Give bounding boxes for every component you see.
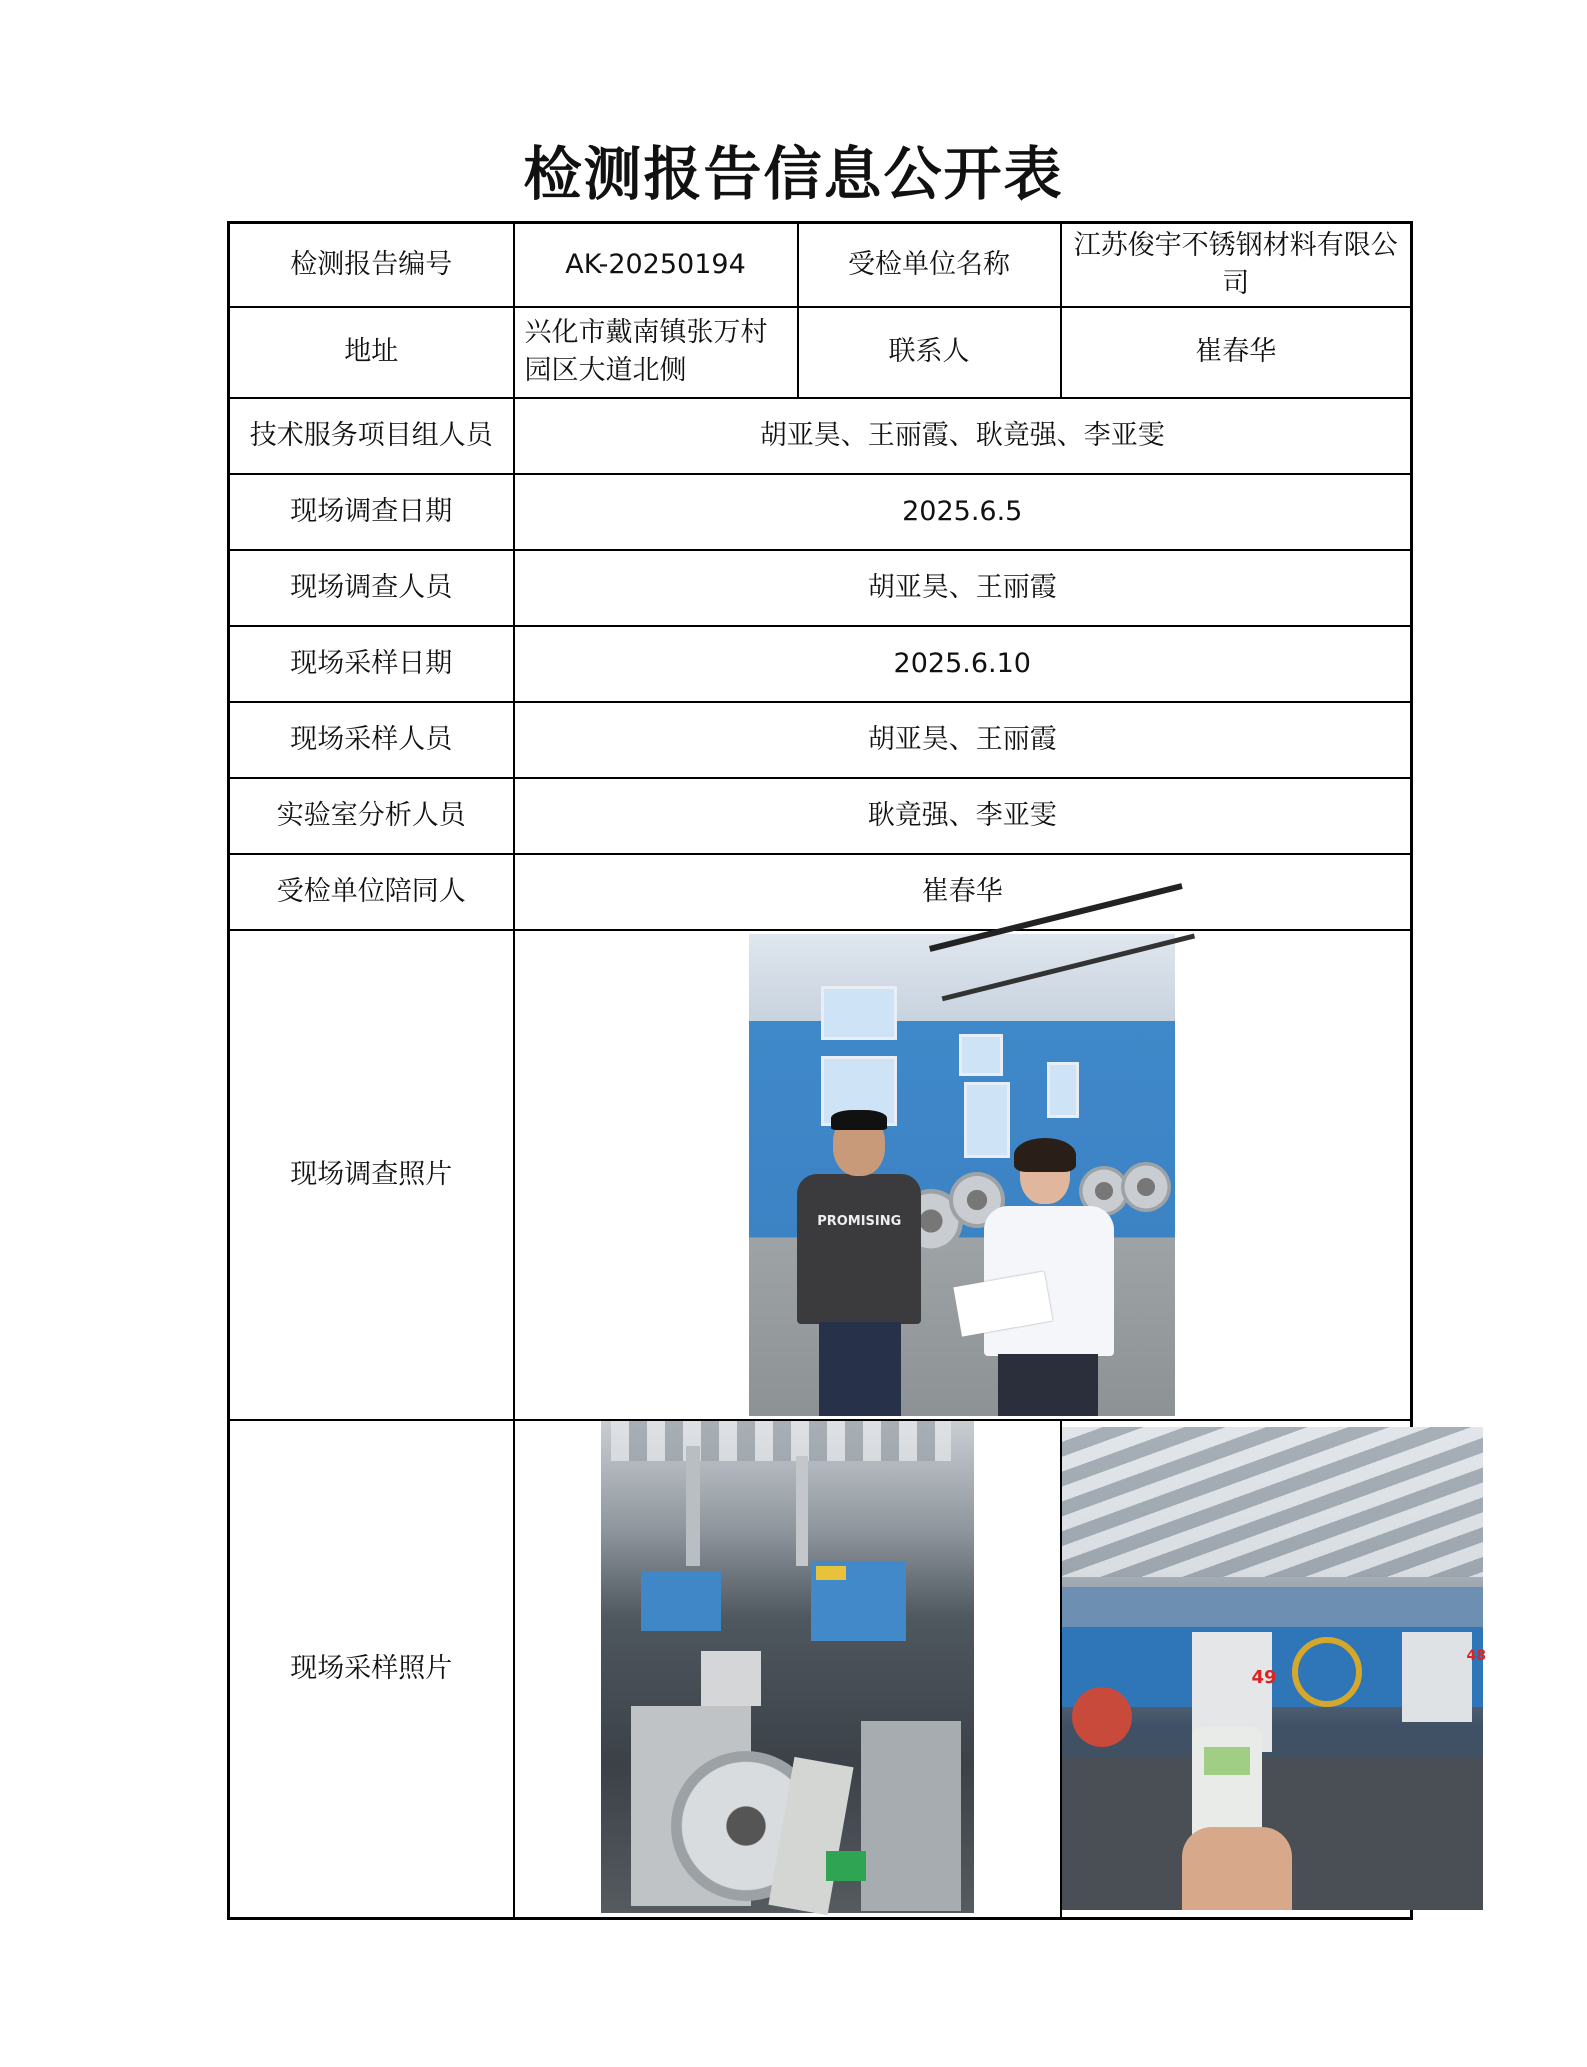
address-value: 兴化市戴南镇张万村园区大道北侧	[514, 307, 798, 398]
survey-staff-value: 胡亚昊、王丽霞	[514, 550, 1412, 626]
sampling-staff-value: 胡亚昊、王丽霞	[514, 702, 1412, 778]
page-title: 检测报告信息公开表	[523, 140, 1064, 208]
blue-machine	[641, 1571, 721, 1631]
contact-label: 联系人	[798, 307, 1061, 398]
table-row	[229, 702, 1412, 778]
table-row	[229, 223, 1412, 307]
table-row	[229, 778, 1412, 854]
sampling-date-value: 2025.6.10	[514, 626, 1412, 702]
survey-staff-label: 现场调查人员	[229, 550, 514, 626]
report-info-table	[227, 221, 1486, 1920]
sampling-photo-cell-2	[1061, 1420, 1486, 1919]
unit-name-label: 受检单位名称	[798, 223, 1061, 307]
survey-date-value: 2025.6.5	[514, 474, 1412, 550]
address-label: 地址	[229, 307, 514, 398]
machine-housing	[861, 1721, 961, 1911]
team-value: 胡亚昊、王丽霞、耿竟强、李亚雯	[514, 398, 1412, 474]
sampling-photo-cell-1	[514, 1420, 1061, 1919]
machine-cabinet	[1402, 1632, 1472, 1722]
man-shirt	[797, 1174, 921, 1324]
table-row	[229, 307, 1412, 398]
table-row	[229, 930, 1412, 1420]
unit-name-value: 江苏俊宇不锈钢材料有限公司	[1061, 223, 1412, 307]
machine-number-49: 49	[1251, 1666, 1277, 1688]
roof-lights	[611, 1421, 951, 1461]
hand	[1182, 1827, 1292, 1910]
sampling-photo-label: 现场采样照片	[229, 1420, 514, 1919]
meter-board	[826, 1851, 866, 1881]
sampling-staff-label: 现场采样人员	[229, 702, 514, 778]
man-hair	[831, 1110, 887, 1130]
report-no-label: 检测报告编号	[229, 223, 514, 307]
table-row	[229, 1420, 1412, 1919]
window-band	[1062, 1587, 1483, 1627]
red-reel	[1072, 1687, 1132, 1747]
sampling-photo-2	[1062, 1427, 1486, 1910]
escort-value: 崔春华	[514, 854, 1412, 930]
survey-date-label: 现场调查日期	[229, 474, 514, 550]
survey-photo	[749, 934, 1175, 1416]
table-row	[229, 474, 1412, 550]
wire-coil	[1121, 1162, 1171, 1212]
sampling-photo-1	[601, 1421, 974, 1913]
report-no-value: AK-20250194	[514, 223, 798, 307]
control-box	[701, 1651, 761, 1706]
factory-window	[1047, 1062, 1079, 1118]
lab-staff-label: 实验室分析人员	[229, 778, 514, 854]
woman-hair	[1014, 1138, 1076, 1172]
yellow-reel	[1292, 1637, 1362, 1707]
duct-pipe	[796, 1456, 808, 1566]
machine-number-48: 48	[1466, 1647, 1486, 1664]
lab-staff-value: 耿竟强、李亚雯	[514, 778, 1412, 854]
factory-window	[959, 1034, 1003, 1076]
man-pants	[819, 1322, 901, 1416]
shirt-print: PROMISING	[817, 1213, 902, 1229]
team-label: 技术服务项目组人员	[229, 398, 514, 474]
sampling-date-label: 现场采样日期	[229, 626, 514, 702]
table-row	[229, 626, 1412, 702]
inspector-man	[797, 1114, 917, 1416]
contact-value: 崔春华	[1061, 307, 1412, 398]
yellow-panel	[816, 1566, 846, 1580]
table-row	[229, 550, 1412, 626]
roof-structure	[1062, 1427, 1483, 1577]
survey-photo-cell	[514, 930, 1412, 1420]
table-row	[229, 854, 1412, 930]
factory-window	[821, 986, 897, 1040]
escort-label: 受检单位陪同人	[229, 854, 514, 930]
meter-display	[1204, 1747, 1250, 1775]
table-row	[229, 398, 1412, 474]
woman-pants	[998, 1354, 1098, 1416]
survey-photo-label: 现场调查照片	[229, 930, 514, 1420]
duct-pipe	[686, 1446, 700, 1566]
